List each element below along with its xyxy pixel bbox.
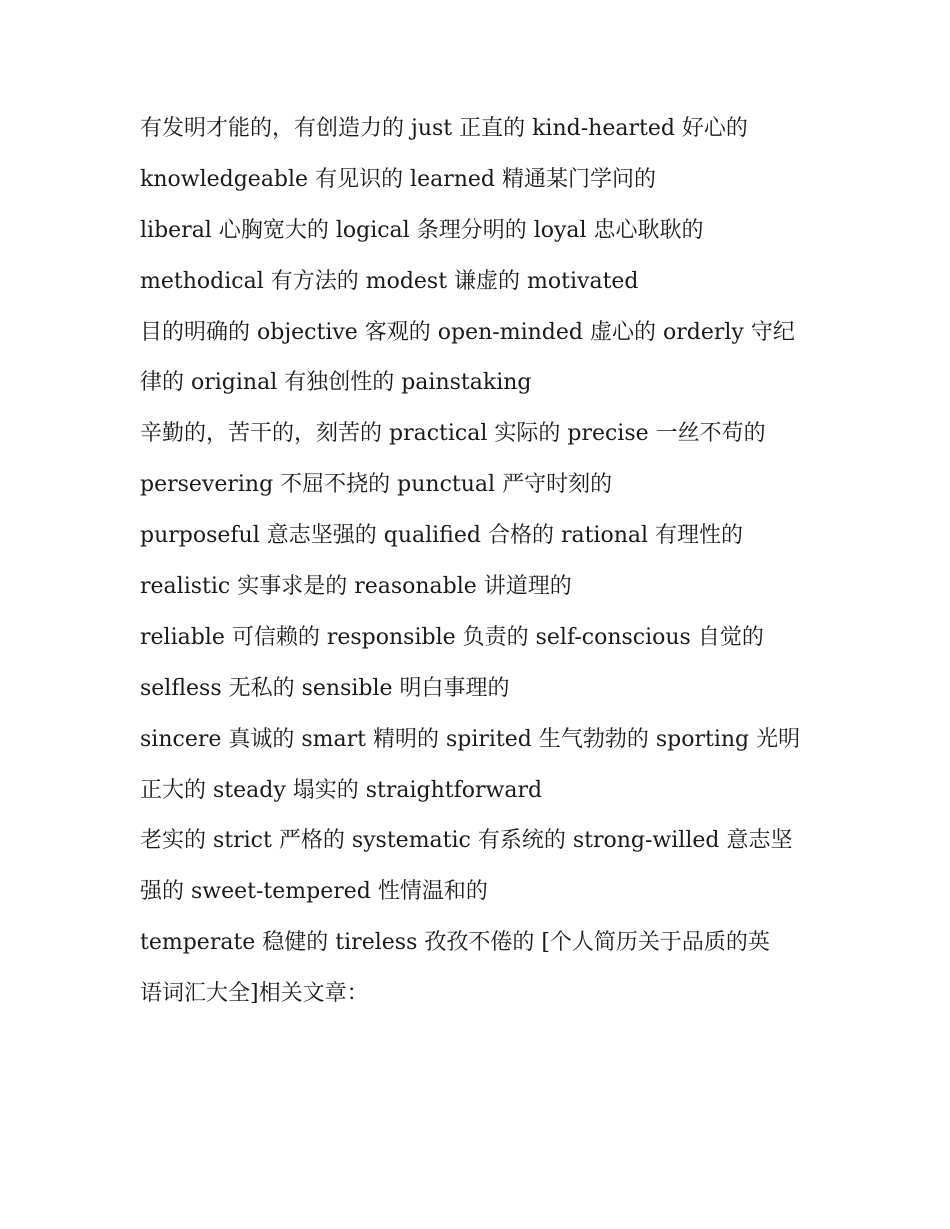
text-line: reliable 可信赖的 responsible 负责的 self-conscious 自觉的 — [140, 624, 764, 650]
text-line: persevering 不屈不挠的 punctual 严守时刻的 — [140, 472, 613, 498]
text-line: knowledgeable 有见识的 learned 精通某门学问的 — [140, 166, 657, 192]
text-line: selfless 无私的 sensible 明白事理的 — [140, 675, 510, 701]
text-line: realistic 实事求是的 reasonable 讲道理的 — [140, 574, 572, 600]
body-text — [140, 104, 820, 1020]
text-line: liberal 心胸宽大的 logical 条理分明的 loyal 忠心耿耿的 — [140, 217, 704, 243]
text-line: purposeful 意志坚强的 qualified 合格的 rational 有理性的 — [140, 523, 744, 549]
text-line: 律的 original 有独创性的 painstaking — [140, 370, 532, 396]
text-line: 有发明才能的，有创造力的 just 正直的 kind-hearted 好心的 — [140, 116, 748, 141]
text-line: 目的明确的 objective 客观的 open-minded 虚心的 orderly 守纪 — [140, 319, 795, 345]
text-line: 老实的 strict 严格的 systematic 有系统的 strong-willed 意志坚 — [140, 828, 793, 854]
text-line: sincere 真诚的 smart 精明的 spirited 生气勃勃的 sporting 光明 — [140, 726, 801, 752]
text-line: temperate 稳健的 tireless 孜孜不倦的 [个人简历关于品质的英 — [140, 930, 770, 956]
text-line: methodical 有方法的 modest 谦虚的 motivated — [140, 268, 639, 294]
text-line: 正大的 steady 塌实的 straightforward — [140, 777, 543, 803]
text-line: 辛勤的，苦干的，刻苦的 practical 实际的 precise 一丝不苟的 — [140, 421, 766, 447]
text-line: 语词汇大全]相关文章： — [140, 981, 369, 1007]
text-line: 强的 sweet-tempered 性情温和的 — [140, 879, 488, 905]
